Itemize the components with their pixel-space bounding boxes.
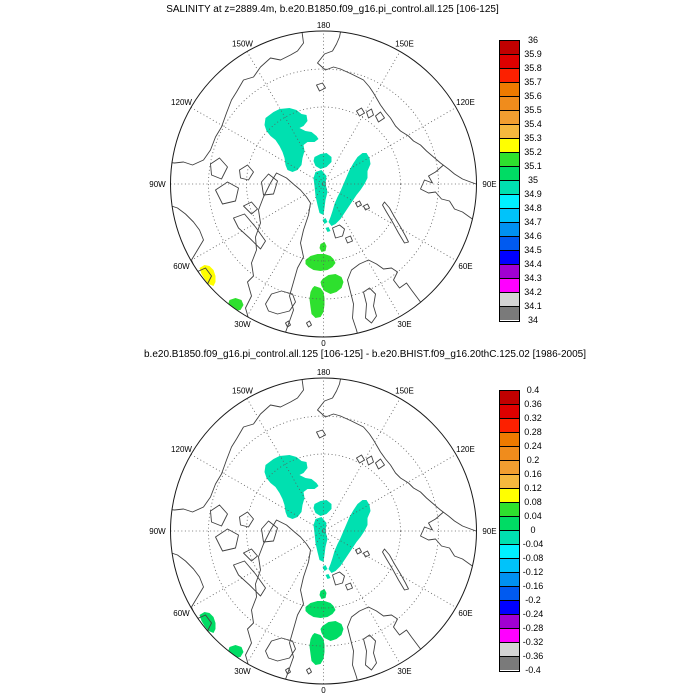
coastline xyxy=(364,551,370,557)
colorbar-tick-label: 0.4 xyxy=(526,385,540,395)
coastline xyxy=(317,430,326,438)
lon-label-150E: 150E xyxy=(395,39,414,49)
coastline xyxy=(383,549,409,590)
colorbar-tick-label: 0.36 xyxy=(524,399,542,409)
field-patch-nordic-east xyxy=(321,621,344,641)
lon-label-150E: 150E xyxy=(395,386,414,396)
lon-label-150W: 150W xyxy=(232,39,253,49)
colorbar-tick-label: 35.4 xyxy=(524,119,542,129)
colorbar-tick-label: 0.32 xyxy=(524,413,542,423)
field-patch-nordic-tiny xyxy=(320,589,327,599)
colorbar-tick-label: -0.16 xyxy=(522,581,544,591)
colorbar-tick-label: -0.32 xyxy=(522,637,544,647)
field-patch-pole-d xyxy=(326,574,331,579)
colorbar-tick-label: 0.04 xyxy=(524,511,542,521)
coastline xyxy=(166,551,230,687)
lon-label-30E: 30E xyxy=(397,667,412,677)
colorbar-tick-label: 0.16 xyxy=(524,469,542,479)
colorbar-tick-label: -0.28 xyxy=(522,623,544,633)
field-patch-nordic-tall xyxy=(310,633,325,665)
lon-label-60W: 60W xyxy=(173,261,190,271)
lon-label-150W: 150W xyxy=(232,386,253,396)
colorbar-tick-label: -0.2 xyxy=(525,595,541,605)
coastline xyxy=(421,512,477,569)
colorbar-tick-label: 35.9 xyxy=(524,49,542,59)
colorbar-tick-label: -0.08 xyxy=(522,553,544,563)
colorbar-tick-label: 34.7 xyxy=(524,217,542,227)
colorbar-tick-label: 35.2 xyxy=(524,147,542,157)
lon-label-90W: 90W xyxy=(149,526,166,536)
colorbar-tick-label: 0.12 xyxy=(524,483,542,493)
colorbar-tick-label: -0.12 xyxy=(522,567,544,577)
coastline xyxy=(244,549,258,561)
colorbar-tick-label: 35.8 xyxy=(524,63,542,73)
colorbar-tick-label: 35.7 xyxy=(524,77,542,87)
coastline xyxy=(357,455,365,463)
colorbar-tick-label: 0.08 xyxy=(524,497,542,507)
coastline xyxy=(216,529,239,551)
lon-label-180: 180 xyxy=(316,367,331,377)
lon-label-90E: 90E xyxy=(482,526,497,536)
colorbar-tick-label: 34.9 xyxy=(524,189,542,199)
lon-label-120W: 120W xyxy=(171,97,192,107)
lon-label-90E: 90E xyxy=(482,179,497,189)
colorbar-tick-label: 34.6 xyxy=(524,231,542,241)
coastline xyxy=(307,668,312,674)
lon-label-0: 0 xyxy=(321,338,326,348)
colorbar-tick-label: 35.5 xyxy=(524,105,542,115)
colorbar-tick-label: 34.1 xyxy=(524,301,542,311)
colorbar-tick-label: 0.28 xyxy=(524,427,542,437)
colorbar-tick-label: 0.24 xyxy=(524,441,542,451)
colorbar-tick-label: 34 xyxy=(527,315,538,325)
colorbar-tick-label: -0.36 xyxy=(522,651,544,661)
coastline xyxy=(211,505,228,526)
colorbar-tick-label: -0.04 xyxy=(522,539,544,549)
field-patch-pole-a xyxy=(314,500,332,516)
colorbar-tick-label: 34.8 xyxy=(524,203,542,213)
colorbar-tick-label: 34.2 xyxy=(524,287,542,297)
lon-label-60E: 60E xyxy=(458,608,473,618)
colorbar-tick-label: 36 xyxy=(527,35,538,45)
colorbar-tick-label: 34.3 xyxy=(524,273,542,283)
lon-label-120E: 120E xyxy=(456,97,475,107)
colorbar-tick-label: 0.2 xyxy=(526,455,540,465)
lon-label-180: 180 xyxy=(316,20,331,30)
panel-title: b.e20.B1850.f09_g16.pi_control.all.125 [106-125] - b.e20.BHIST.f09_g16.20thC.125.02 [1986-2005] xyxy=(143,349,586,360)
lon-label-30E: 30E xyxy=(397,320,412,330)
field-patch-nordic-upper xyxy=(306,601,336,618)
coastline xyxy=(234,561,266,596)
lon-label-120E: 120E xyxy=(456,444,475,454)
lon-label-30W: 30W xyxy=(234,667,251,677)
lon-label-120W: 120W xyxy=(171,444,192,454)
lon-label-60W: 60W xyxy=(173,608,190,618)
colorbar-tick-label: 35 xyxy=(527,175,538,185)
coastline xyxy=(333,572,345,585)
coastline xyxy=(346,583,353,590)
lon-label-60E: 60E xyxy=(458,261,473,271)
colorbar-tick-label: 0 xyxy=(530,525,536,535)
field-patch-basin-east xyxy=(329,500,371,573)
field-patch-pole-b xyxy=(314,517,328,562)
colorbar-tick-label: -0.24 xyxy=(522,609,544,619)
colorbar-tick-label: -0.4 xyxy=(525,665,541,675)
colorbar-tick-label: 34.4 xyxy=(524,259,542,269)
coastline xyxy=(364,635,377,670)
coastline xyxy=(356,548,362,554)
lon-label-0: 0 xyxy=(321,685,326,695)
coastline xyxy=(376,459,385,469)
field-patch-basin-west xyxy=(265,455,319,519)
colorbar-tick-label: 35.3 xyxy=(524,133,542,143)
coastline xyxy=(348,607,430,689)
lon-label-90W: 90W xyxy=(149,179,166,189)
lon-label-30W: 30W xyxy=(234,320,251,330)
colorbar-tick-label: 34.5 xyxy=(524,245,542,255)
colorbar-tick-label: 35.6 xyxy=(524,91,542,101)
coastline xyxy=(246,520,311,685)
colorbar-tick-label: 35.1 xyxy=(524,161,542,171)
coastline xyxy=(240,512,254,527)
panel-title: SALINITY at z=2889.4m, b.e20.B1850.f09_g16.pi_control.all.125 [106-125] xyxy=(166,4,499,15)
field-patch-labrador-edge xyxy=(200,612,216,633)
coastline xyxy=(367,456,374,465)
map-content xyxy=(166,374,482,689)
